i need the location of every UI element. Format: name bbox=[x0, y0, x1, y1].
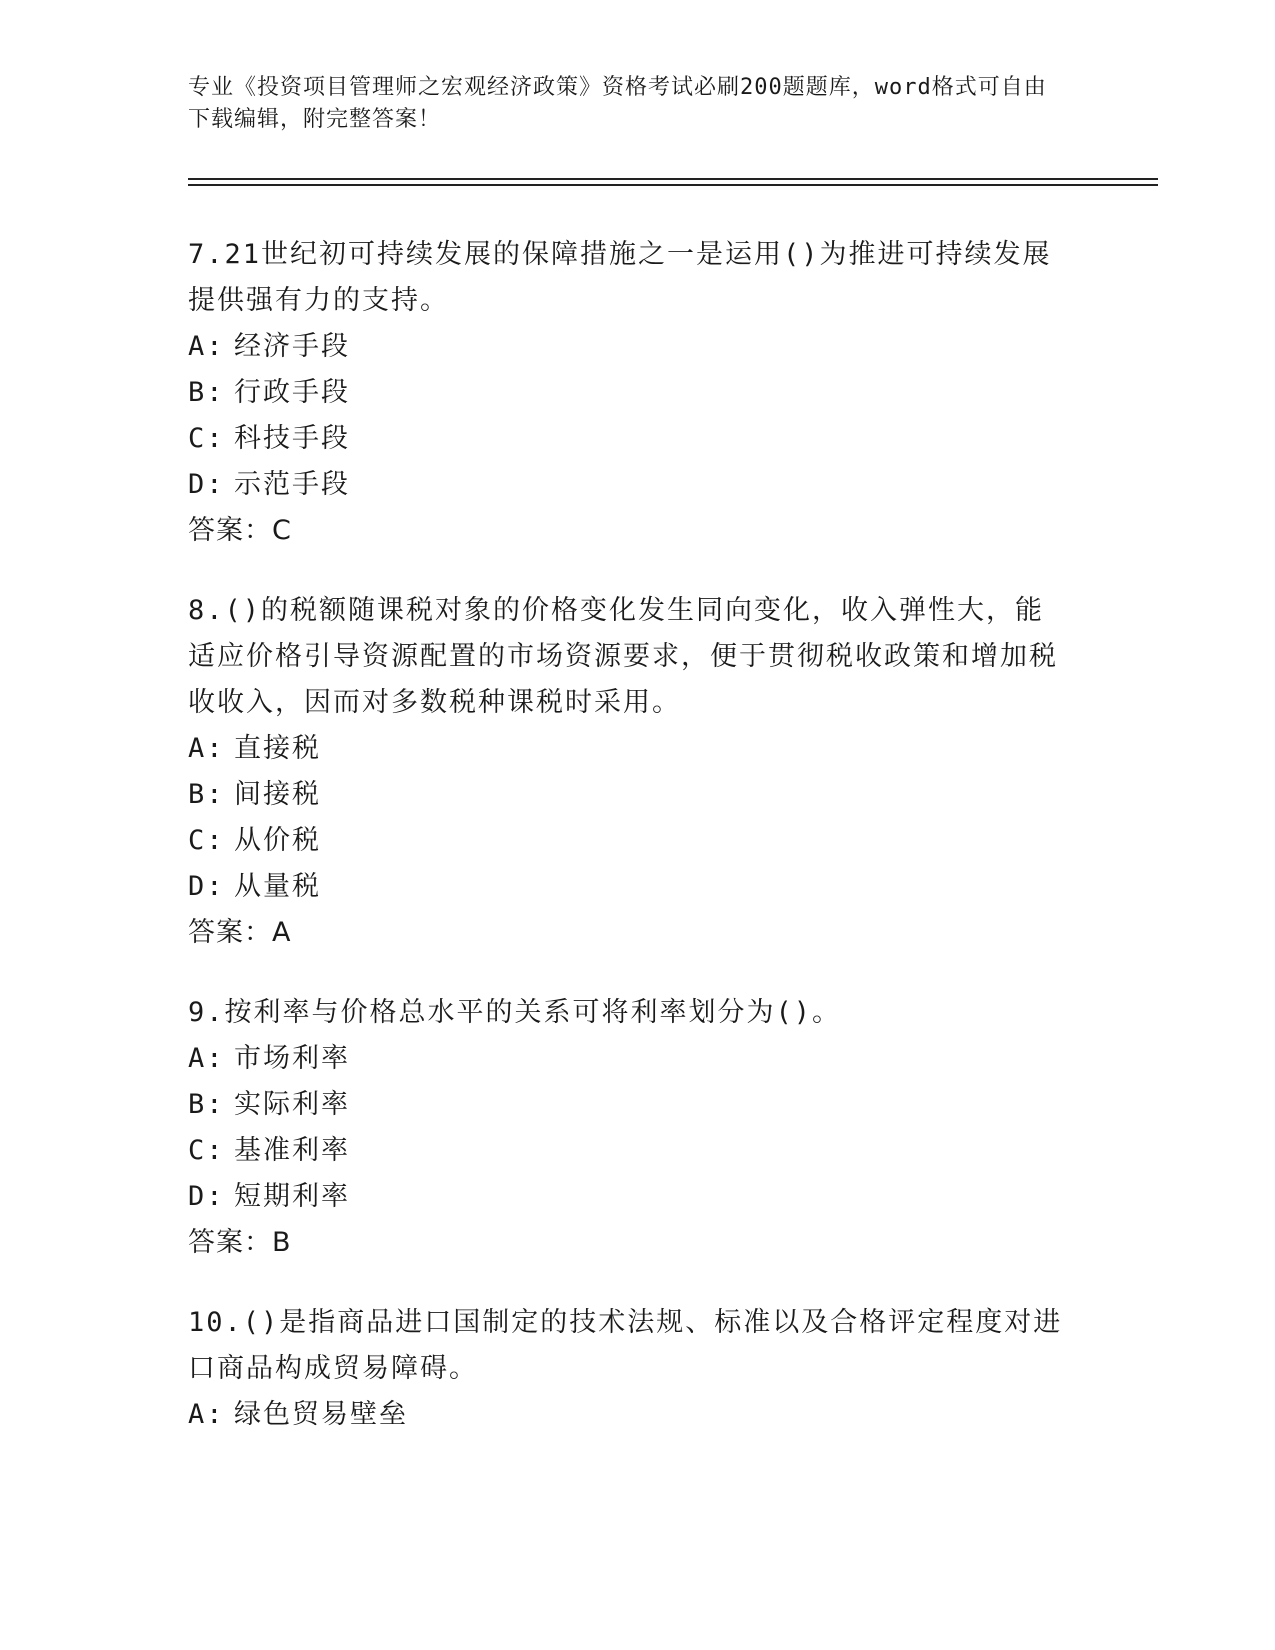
option-text: 市场利率 bbox=[234, 1043, 350, 1074]
option-b bbox=[188, 772, 1068, 818]
option-b bbox=[188, 1082, 1068, 1128]
option-text: 从价税 bbox=[234, 825, 321, 856]
option-a bbox=[188, 324, 1068, 370]
header-divider-bottom bbox=[188, 184, 1158, 186]
question-stem: 10.()是指商品进口国制定的技术法规、标准以及合格评定程度对进口商品构成贸易障碍。 bbox=[188, 1307, 1063, 1384]
option-letter: B: bbox=[188, 779, 225, 810]
option-text: 示范手段 bbox=[234, 469, 350, 500]
option-text: 间接税 bbox=[234, 779, 321, 810]
option-text: 从量税 bbox=[234, 871, 321, 902]
question-8 bbox=[188, 588, 1068, 956]
question-stem: 7.21世纪初可持续发展的保障措施之一是运用()为推进可持续发展提供强有力的支持。 bbox=[188, 239, 1052, 316]
question-9 bbox=[188, 990, 1068, 1266]
option-letter: D: bbox=[188, 871, 225, 902]
answer-line: 答案：C bbox=[188, 515, 292, 546]
question-stem: 8.()的税额随课税对象的价格变化发生同向变化，收入弹性大，能适应价格引导资源配置的市场资源要求，便于贯彻税收政策和增加税收收入，因而对多数税种课税时采用。 bbox=[188, 595, 1058, 718]
option-b bbox=[188, 370, 1068, 416]
option-text: 绿色贸易壁垒 bbox=[234, 1399, 408, 1430]
option-letter: A: bbox=[188, 331, 225, 362]
option-letter: A: bbox=[188, 733, 225, 764]
option-text: 经济手段 bbox=[234, 331, 350, 362]
option-letter: A: bbox=[188, 1043, 225, 1074]
question-list bbox=[188, 232, 1068, 1472]
option-text: 短期利率 bbox=[234, 1181, 350, 1212]
question-7 bbox=[188, 232, 1068, 554]
option-c bbox=[188, 416, 1068, 462]
option-text: 科技手段 bbox=[234, 423, 350, 454]
answer-line: 答案：A bbox=[188, 917, 292, 948]
option-letter: B: bbox=[188, 1089, 225, 1120]
option-d bbox=[188, 1174, 1068, 1220]
option-c bbox=[188, 818, 1068, 864]
answer-line: 答案：B bbox=[188, 1227, 292, 1258]
option-letter: C: bbox=[188, 1135, 225, 1166]
option-a bbox=[188, 1036, 1068, 1082]
option-c bbox=[188, 1128, 1068, 1174]
option-letter: C: bbox=[188, 423, 225, 454]
question-stem: 9.按利率与价格总水平的关系可将利率划分为()。 bbox=[188, 997, 842, 1028]
option-letter: D: bbox=[188, 1181, 225, 1212]
option-d bbox=[188, 864, 1068, 910]
option-text: 行政手段 bbox=[234, 377, 350, 408]
option-text: 基准利率 bbox=[234, 1135, 350, 1166]
option-letter: B: bbox=[188, 377, 225, 408]
option-letter: A: bbox=[188, 1399, 225, 1430]
document-header: 专业《投资项目管理师之宏观经济政策》资格考试必刷200题题库，word格式可自由下载编辑，附完整答案！ bbox=[188, 75, 1047, 132]
option-text: 实际利率 bbox=[234, 1089, 350, 1120]
header-divider-top bbox=[188, 178, 1158, 180]
option-letter: C: bbox=[188, 825, 225, 856]
option-letter: D: bbox=[188, 469, 225, 500]
option-text: 直接税 bbox=[234, 733, 321, 764]
option-a bbox=[188, 1392, 1068, 1438]
question-10 bbox=[188, 1300, 1068, 1438]
option-d bbox=[188, 462, 1068, 508]
option-a bbox=[188, 726, 1068, 772]
